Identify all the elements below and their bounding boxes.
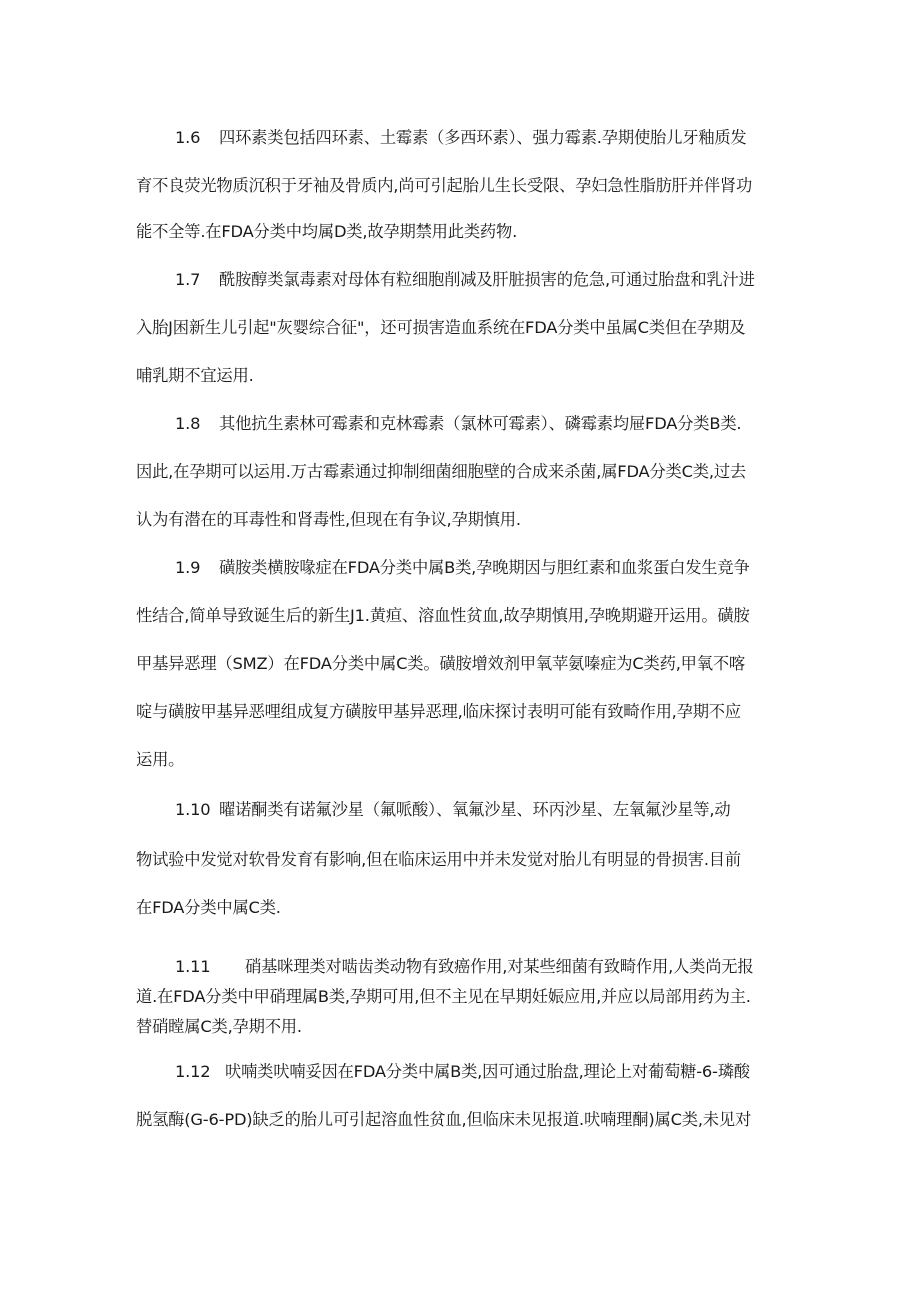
section-number: 1.6 xyxy=(175,128,201,147)
paragraph-line: 认为有潜在的耳毒性和肾毒性,但现在有争议,孕期慎用. xyxy=(136,510,521,529)
paragraph-line: 入胎J困新生儿引起"灰婴综合征"，还可损害造血系统在FDA分类中虽属C类但在孕期及 xyxy=(136,318,746,337)
paragraph-text: 吠喃类吠喃妥因在FDA分类中属B类,因可通过胎盘,理论上对葡萄糖-6-璘酸 xyxy=(225,1062,750,1081)
paragraph-text: 曜诺酮类有诺氟沙星（氟哌酸）、氧氟沙星、环丙沙星、左氧氟沙星等,动 xyxy=(219,800,731,819)
paragraph-line: 物试验中发觉对软骨发育有影响,但在临床运用中并未发觉对胎儿有明显的骨损害.目前 xyxy=(136,850,741,869)
paragraph-line: 甲基异恶理（SMZ）在FDA分类中属C类。磺胺增效剂甲氧苹氨嗪症为C类药,甲氧不喀 xyxy=(136,654,746,673)
section-number: 1.10 xyxy=(175,800,211,819)
paragraph-text: 酰胺醇类氯毒素对母体有粒细胞削减及肝脏损害的危急,可通过胎盘和乳汁进 xyxy=(219,270,755,289)
paragraph-line: 在FDA分类中属C类. xyxy=(136,898,281,917)
section-number: 1.8 xyxy=(175,414,201,433)
section-1-10-first-line xyxy=(175,800,730,820)
section-number: 1.12 xyxy=(175,1062,211,1081)
paragraph-line: 道.在FDA分类中甲硝理属B类,孕期可用,但不主见在早期妊娠应用,并应以局部用药为主. xyxy=(136,987,751,1006)
section-number: 1.9 xyxy=(175,558,201,577)
section-1-6-first-line xyxy=(175,128,747,148)
section-1-11-first-line xyxy=(175,957,753,977)
paragraph-line: 性结合,简单导致诞生后的新生J1.黄疸、溶血性贫血,故孕期慎用,孕晚期避开运用。磺胺 xyxy=(136,606,750,625)
paragraph-text: 磺胺类横胺喙症在FDA分类中属B类,孕晚期因与胆红素和血浆蛋白发生竞争 xyxy=(219,558,750,577)
paragraph-line: 能不全等.在FDA分类中均属D类,故孕期禁用此类药物. xyxy=(136,222,518,241)
paragraph-text: 其他抗生素林可霉素和克林霉素（氯林可霉素）、磷霉素均屉FDA分类B类. xyxy=(219,414,742,433)
paragraph-line: 替硝瞠属C类,孕期不用. xyxy=(136,1017,302,1036)
section-1-12-first-line xyxy=(175,1062,750,1082)
paragraph-text: 四环素类包括四环素、土霉素（多西环素）、强力霉素.孕期使胎儿牙釉质发 xyxy=(219,128,747,147)
section-1-9-first-line xyxy=(175,558,750,578)
paragraph-line: 因此,在孕期可以运用.万古霉素通过抑制细菌细胞壁的合成来杀菌,属FDA分类C类,过去 xyxy=(136,462,746,481)
paragraph-line: 哺乳期不宜运用. xyxy=(136,366,254,385)
paragraph-line: 脱氢酶(G-6-PD)缺乏的胎儿可引起溶血性贫血,但临床未见报道.吠喃理酮)属C类,未见对 xyxy=(136,1110,752,1129)
section-1-8-first-line xyxy=(175,414,741,434)
section-number: 1.11 xyxy=(175,957,211,976)
paragraph-line: 运用。 xyxy=(136,750,185,769)
paragraph-line: 育不良荧光物质沉积于牙袖及骨质内,尚可引起胎儿生长受限、孕妇急性脂肪肝并伴肾功 xyxy=(136,176,753,195)
paragraph-line: 啶与磺胺甲基异恶哩组成复方磺胺甲基异恶理,临床探讨表明可能有致畸作用,孕期不应 xyxy=(136,702,741,721)
paragraph-text: 硝基咪理类对啮齿类动物有致癌作用,对某些细菌有致畸作用,人类尚无报 xyxy=(245,957,754,976)
section-number: 1.7 xyxy=(175,270,201,289)
section-1-7-first-line xyxy=(175,270,755,290)
